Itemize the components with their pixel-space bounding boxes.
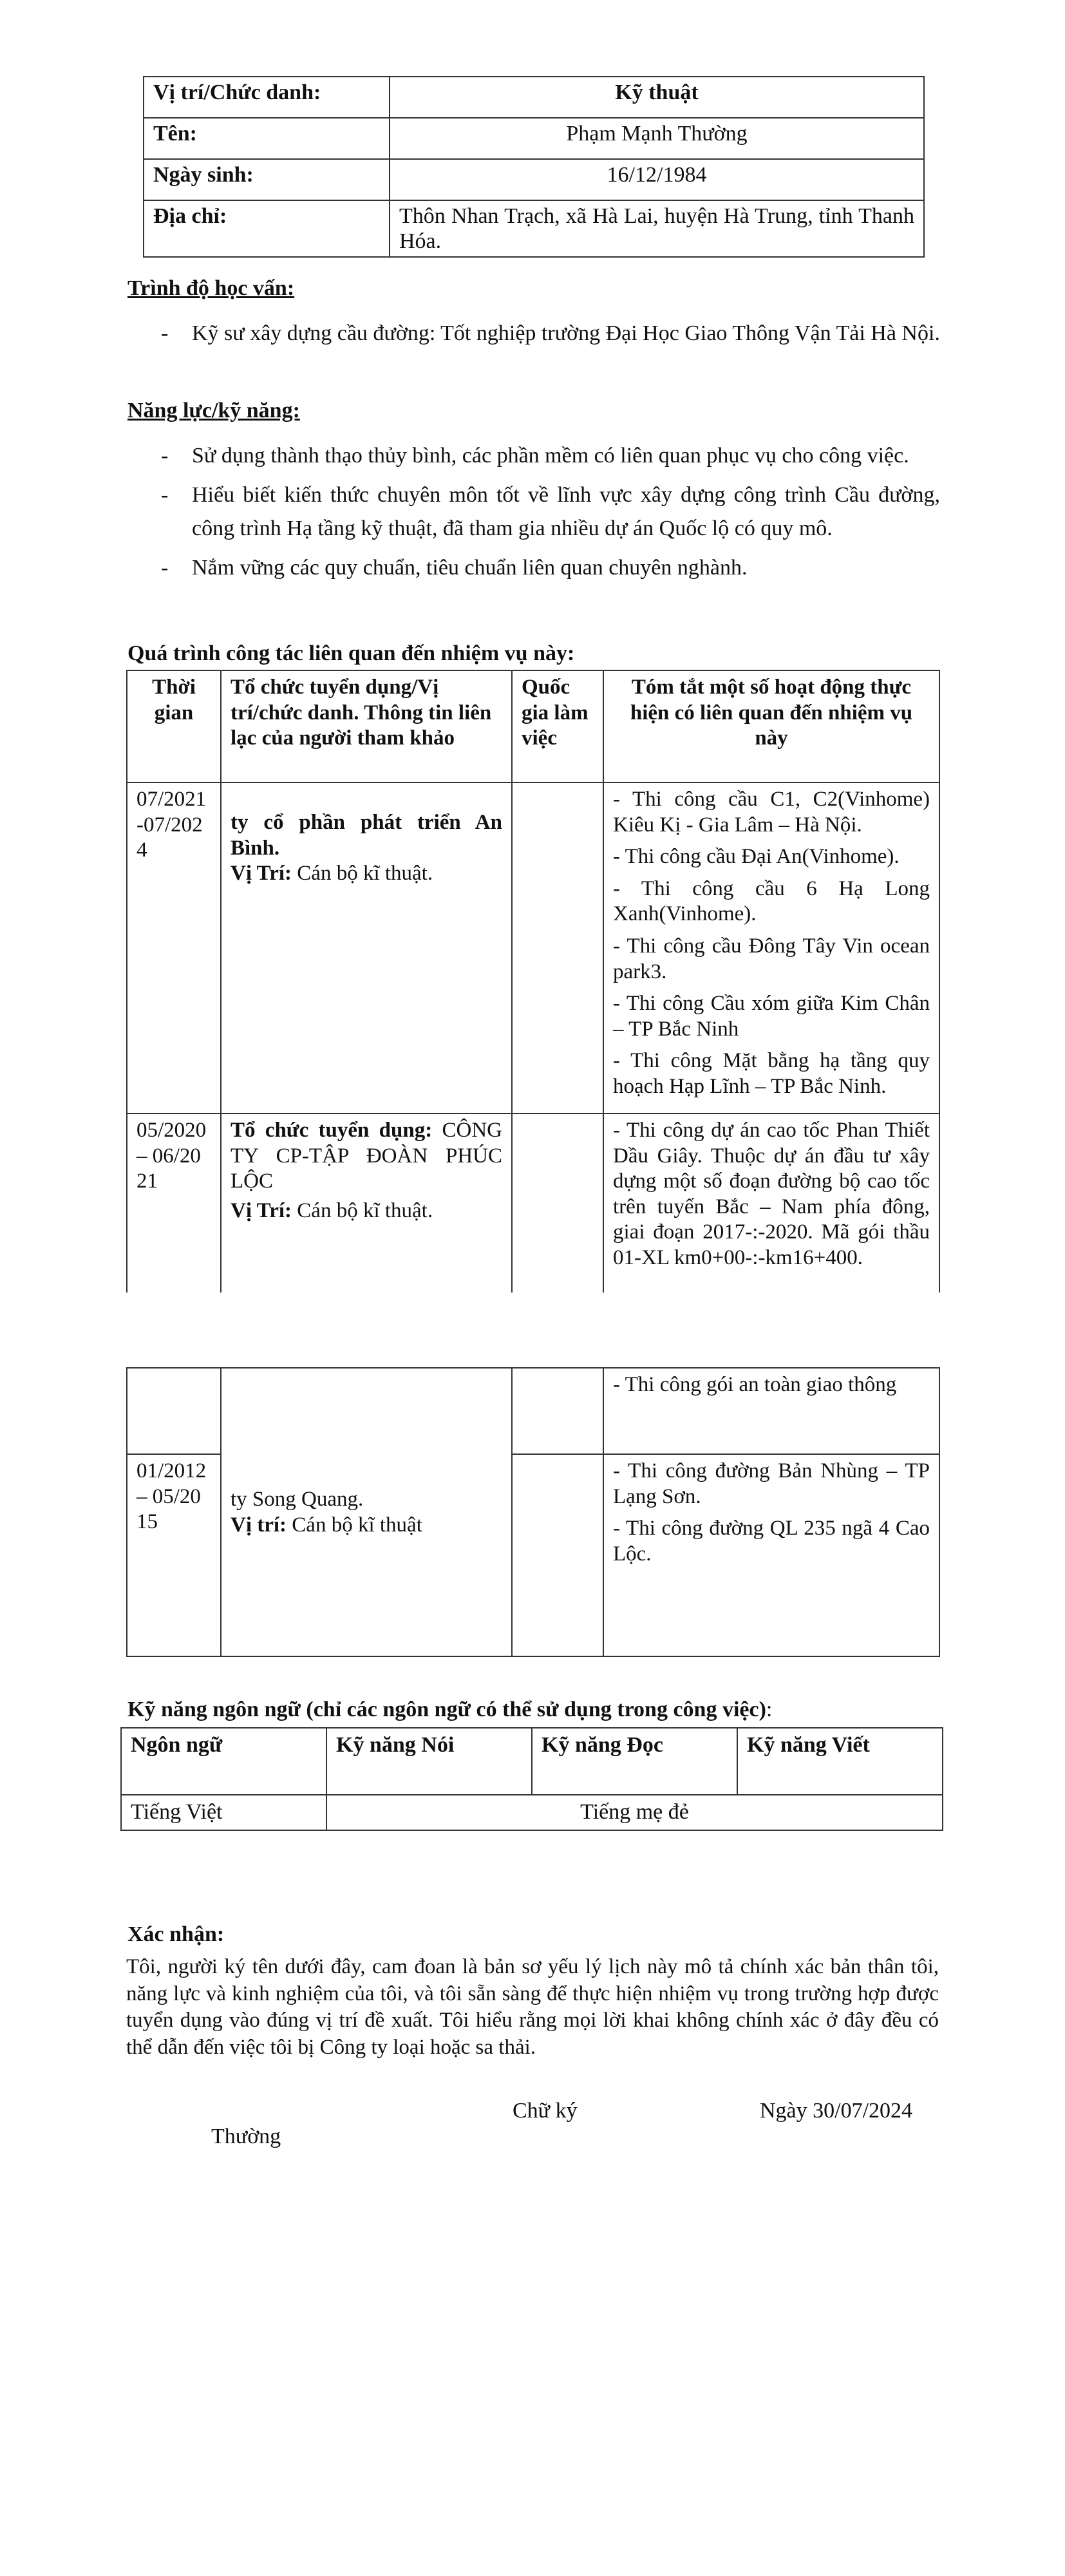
work-activities [603,782,939,1113]
work-org-cell [221,1368,512,1656]
work-activity: - Thi công đường QL 235 ngã 4 Cao Lộc. [613,1517,930,1566]
work-org-cell [221,782,512,1113]
language-row [121,1795,943,1830]
language-header-row [121,1728,943,1795]
info-row-birthdate [144,159,924,200]
signer-name: Thường [211,2125,281,2148]
work-activity: - Thi công Cầu xóm giữa Kim Chân – TP Bắc Ninh [613,992,930,1041]
work-time: 01/2012 – 05/2015 [127,1454,221,1656]
language-heading [127,1697,772,1723]
signature-label: Chữ ký [513,2099,578,2123]
skill-item: - Sử dụng thành thạo thủy bình, các phần mềm có liên quan phục vụ cho công việc. [127,439,940,473]
signature-date: Ngày 30/07/2024 [760,2099,913,2123]
col-header-time: Thời gian [127,670,221,782]
work-row [127,782,939,1113]
info-value: Phạm Mạnh Thường [390,118,924,159]
confirmation-text: Tôi, người ký tên dưới đây, cam đoan là bản sơ yếu lý lịch này mô tả chính xác bản thân tôi, năng lực và kinh nghiệm của tôi, và tôi sẵn sàng để thực hiện nhiệm vụ trong trường hợp được tuyển dụng vào đúng vị trí đề xuất. Tôi hiểu rằng mọi lời khai không chính xác ở đây đều có thể dẫn đến việc tôi bị Công ty loại hoặc sa thải. [126,1955,939,2059]
work-activity: - Thi công đường Bản Nhùng – TP Lạng Sơn. [613,1459,930,1508]
work-activity: - Thi công Mặt bằng hạ tầng quy hoạch Hạp Lĩnh – TP Bắc Ninh. [613,1049,930,1098]
lang-level: Tiếng mẹ đẻ [326,1795,943,1830]
work-country [512,1454,603,1656]
personal-info-table [143,76,925,258]
work-activities [603,1368,939,1454]
lang-col-header: Kỹ năng Viết [737,1728,943,1795]
info-value: 16/12/1984 [390,159,924,200]
education-item: - Kỹ sư xây dựng cầu đường: Tốt nghiệp trường Đại Học Giao Thông Vận Tải Hà Nội. [127,317,940,351]
work-country [512,1113,603,1303]
skill-item: - Nắm vững các quy chuẩn, tiêu chuẩn liên quan chuyên nghành. [127,551,940,585]
work-activity: - Thi công dự án cao tốc Phan Thiết Dầu Giây. Thuộc dự án đầu tư xây dựng một số đoạn đường bộ cao tốc trên tuyến Bắc – Nam phía đông, giai đoạn 2017-:-2020. Mã gói thầu 01-XL km0+00-:-km16+400. [613,1119,930,1269]
work-activities [603,1113,939,1303]
work-org-name: ty cổ phần phát triển An Bình. [231,811,502,860]
language-heading-colon: : [766,1698,773,1721]
lang-col-header: Ngôn ngữ [121,1728,326,1795]
lang-name: Tiếng Việt [121,1795,326,1830]
col-header-summary: Tóm tắt một số hoạt động thực hiện có liên quan đến nhiệm vụ này [603,670,939,782]
col-header-country: Quốc gia làm việc [512,670,603,782]
work-activity: - Thi công gói an toàn giao thông [613,1373,897,1396]
work-time [127,1368,221,1454]
work-position-label: Vị trí: [231,1513,287,1537]
info-value: Thôn Nhan Trạch, xã Hà Lai, huyện Hà Trung, tỉnh Thanh Hóa. [390,200,924,257]
work-country [512,782,603,1113]
language-heading-text: Kỹ năng ngôn ngữ (chỉ các ngôn ngữ có thể sử dụng trong công việc) [127,1698,766,1721]
work-row [127,1368,939,1454]
work-country [512,1368,603,1454]
education-list [127,317,940,356]
work-position-label: Vị Trí: [231,1198,292,1222]
work-history-table-continued [126,1367,940,1657]
work-row [127,1113,939,1303]
skills-heading: Năng lực/kỹ năng: [127,399,300,422]
work-heading: Quá trình công tác liên quan đến nhiệm vụ này: [127,641,575,665]
language-table [120,1727,943,1831]
work-activities [603,1454,939,1656]
info-label: Ngày sinh: [144,159,390,200]
page-break-gap [0,1293,1065,1367]
work-org-name: CÔNG TY CP-TẬP ĐOÀN PHÚC LỘC [231,1119,502,1193]
work-time: 05/2020 – 06/2021 [127,1113,221,1303]
work-activity: - Thi công cầu 6 Hạ Long Xanh(Vinhome). [613,876,930,926]
info-row-address [144,200,924,257]
work-time: 07/2021-07/2024 [127,782,221,1113]
confirmation-heading: Xác nhận: [127,1922,225,1946]
work-position: Cán bộ kĩ thuật. [297,862,433,886]
info-row-name [144,118,924,159]
work-position: Cán bộ kĩ thuật. [297,1198,433,1222]
skills-list [127,439,940,591]
lang-col-header: Kỹ năng Đọc [532,1728,737,1795]
work-org-name: ty Song Quang. [231,1488,364,1511]
work-org-label: Tổ chức tuyển dụng: [231,1119,433,1142]
work-position-label: Vị Trí: [231,862,292,886]
work-position: Cán bộ kĩ thuật [292,1513,422,1537]
info-label: Vị trí/Chức danh: [144,77,390,118]
info-row-position [144,77,924,118]
work-activity: - Thi công cầu Đại An(Vinhome). [613,845,900,869]
work-activity: - Thi công cầu Đông Tây Vin ocean park3. [613,934,930,983]
lang-col-header: Kỹ năng Nói [326,1728,532,1795]
work-org-cell [221,1113,512,1303]
work-history-table [126,670,940,1303]
work-activity: - Thi công cầu C1, C2(Vinhome) Kiêu Kị - Gia Lâm – Hà Nội. [613,788,930,837]
info-value: Kỹ thuật [390,77,924,118]
skill-item: - Hiểu biết kiến thức chuyên môn tốt về lĩnh vực xây dựng công trình Cầu đường, công trình Hạ tầng kỹ thuật, đã tham gia nhiều dự án Quốc lộ có quy mô. [127,478,940,546]
work-header-row [127,670,939,782]
col-header-org: Tổ chức tuyển dụng/Vị trí/chức danh. Thông tin liên lạc của người tham khảo [221,670,512,782]
info-label: Địa chỉ: [144,200,390,257]
education-heading: Trình độ học vấn: [127,276,295,300]
info-label: Tên: [144,118,390,159]
